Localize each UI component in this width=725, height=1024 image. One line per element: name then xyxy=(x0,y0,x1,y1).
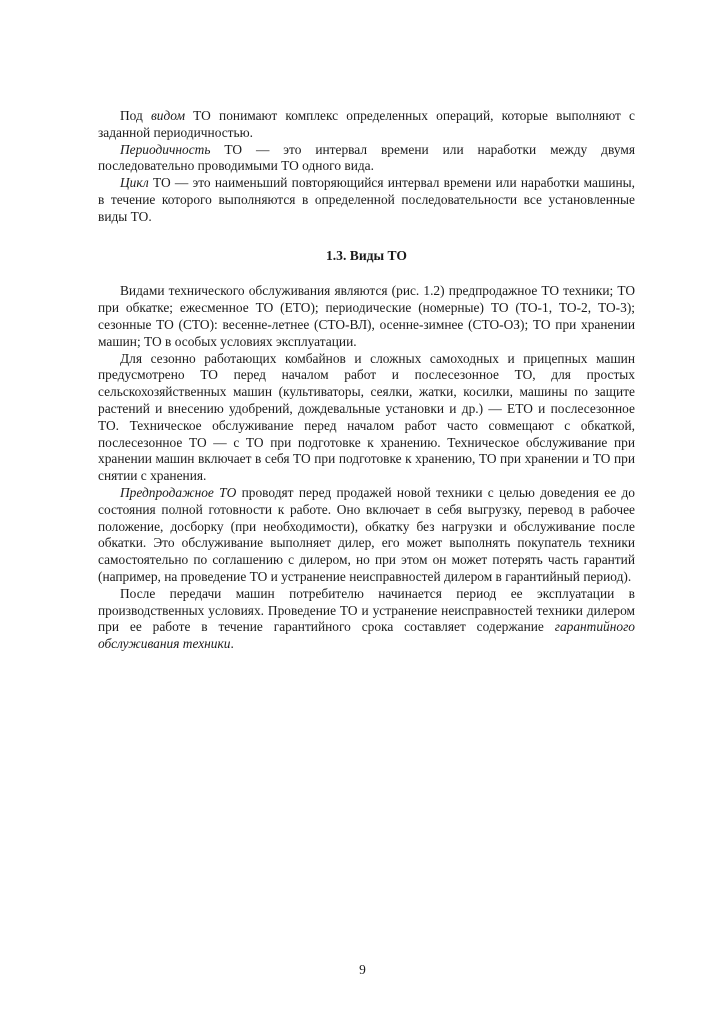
paragraph xyxy=(98,283,635,350)
paragraph xyxy=(98,586,635,653)
italic-term: видом xyxy=(150,108,185,123)
text-run: Видами технического обслуживания являются (рис. 1.2) предпродажное ТО техники; ТО при обкатке; ежесменное ТО (ЕТО); периодические (номерные) ТО (ТО-1, ТО-2, ТО-3); сезонные ТО (СТО): весенне-летнее (СТО-ВЛ), осенне-зимнее (СТО-ОЗ); ТО при хранении машин; ТО в особых условиях эксплуатации. xyxy=(98,283,635,349)
italic-term: гарантийного обслуживания техники xyxy=(98,619,635,652)
italic-term: Цикл xyxy=(120,175,149,191)
text-run: Под xyxy=(120,108,151,123)
paragraph xyxy=(98,175,635,225)
page-number: 9 xyxy=(359,962,366,977)
intro-paragraphs xyxy=(98,108,635,226)
section-heading: 1.3. Виды ТО xyxy=(325,247,408,263)
italic-term: Периодичность xyxy=(120,141,211,157)
text-run: . xyxy=(230,636,234,652)
text-run: проводят перед продажей новой техники с целью доведения ее до состояния полной готовности к работе. Оно включает в себя выгрузку, перевод в рабочее положение, досборку (при необходимости), обкатку без нагрузки и обслуживание после обкатки. Это обслуживание выполняет дилер, его может выполнять покупатель техники самостоятельно по соглашению с дилером, но при этом он может потерять часть гарантий (например, на проведение ТО и устранение неисправностей дилером в гарантийный период). xyxy=(98,484,635,584)
italic-term: Предпродажное ТО xyxy=(120,484,237,500)
text-run: ТО понимают комплекс определенных операций, которые выполняют с заданной периодичностью. xyxy=(98,108,635,140)
text-run: Для сезонно работающих комбайнов и сложных самоходных и прицепных машин предусмотрено ТО перед началом работ и послесезонное ТО, для простых сельскохозяйственных машин (культиваторы, сеялки, жатки, косилки, машины по защите растений и внесению удобрений, дождевальные установки и др.) — ЕТО и послесезонное ТО. Техническое обслуживание перед началом работ часто совмещают с обкаткой, послесезонное ТО — с ТО при подготовке к хранению. Техническое обслуживание при хранении машин включает в себя ТО при подготовке к хранению, ТО при хранении и ТО при снятии с хранения. xyxy=(98,350,635,484)
text-run: ТО — это наименьший повторяющийся интервал времени или наработки машины, в течение которого выполняются в определенной последовательности все установленные виды ТО. xyxy=(98,175,635,224)
page-body xyxy=(98,108,635,653)
paragraph xyxy=(98,351,635,485)
paragraph xyxy=(98,108,635,142)
paragraph xyxy=(98,485,635,586)
paragraph xyxy=(98,142,635,176)
section-paragraphs xyxy=(98,283,635,653)
text-run: ТО — это интервал времени или наработки между двумя последовательно проводимыми ТО одного вида. xyxy=(98,141,635,174)
text-run: После передачи машин потребителю начинается период ее эксплуатации в производственных условиях. Проведение ТО и устранение неисправностей техники дилером при ее работе в течение гарантийного срока составляет содержание xyxy=(98,585,635,635)
